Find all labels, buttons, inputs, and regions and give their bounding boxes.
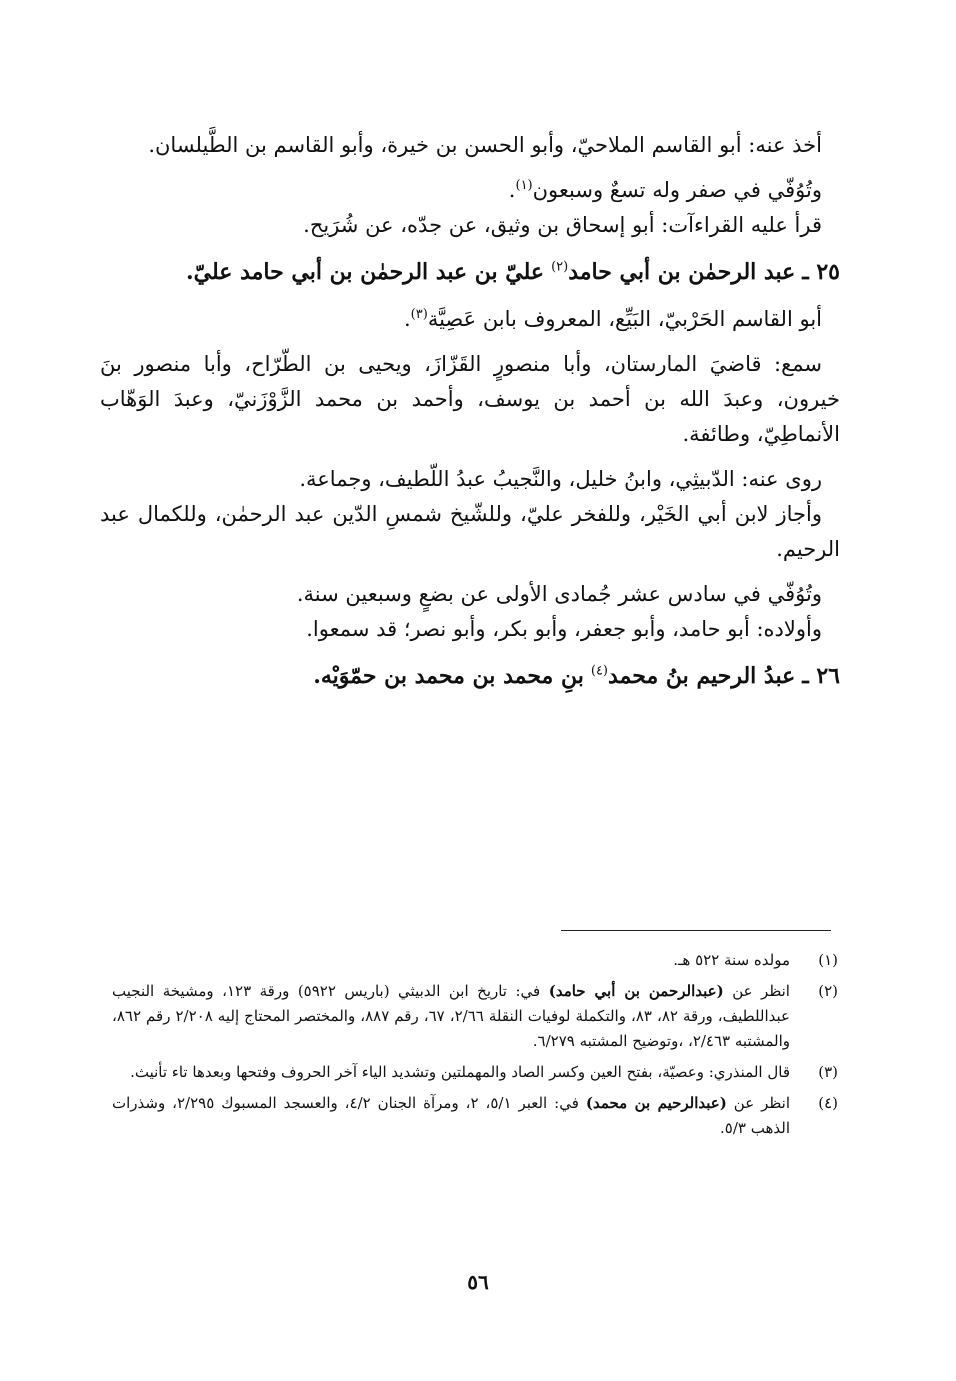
footnote-label: (٣) (818, 1063, 838, 1081)
paragraph-3: قرأ عليه القراءآت: أبو إسحاق بن وثيق، عن جدّه، عن شُرَيح. (303, 213, 822, 237)
footnote-1 (112, 948, 840, 973)
footnote-ref-3[interactable]: (٣) (410, 307, 428, 322)
page-number: ٥٦ (467, 1270, 489, 1294)
paragraph-1: أخذ عنه: أبو القاسم الملاحيّ، وأبو الحسن بن خيرة، وأبو القاسم بن الطَّيلسان. (148, 133, 822, 157)
footnote-ref-1[interactable]: (١) (515, 178, 533, 193)
footnote-2 (112, 979, 840, 1054)
entry-25-heading: ٢٥ ـ عبد الرحمٰن بن أبي حامد$^{(٢)}$ عليّ بن عبد الرحمٰن بن أبي حامد عليّ. (186, 259, 840, 285)
paragraph-7: وأجاز لابن أبي الخَيْر، وللفخر عليّ، وللشّيخ شمسِ الدّين عبد الرحمٰن، وللكمال عبد الرحيم. (100, 502, 840, 561)
footnote-text: انظر عن (عبدالرحمن بن أبي حامد) في: تاريخ ابن الدبيثي (باريس ٥٩٢٢) ورقة ١٢٣، ومشيخة النجيب عبداللطيف، ورقة ٨٢، ٨٣، والتكملة لوفيات النقلة ٢/٦٦، ٦٧، رقم ٨٨٧، والمختصر المحتاج إليه ٢/٢٠٨ رقم ٨٦٢، والمشتبه ٢/٤٦٣، ،وتوضيح المشتبه ٦/٢٧٩. (112, 982, 791, 1050)
footnote-ref-4[interactable]: (٤) (590, 663, 608, 679)
paragraph-5: سمع: قاضيَ المارستان، وأبا منصورٍ القَزّازَ، ويحيى بن الطّرّاح، وأبا منصور بنَ خيرون، وعبدَ الله بن أحمد بن يوسف، وأحمد بن محمد الزَّوْزَنيّ، وعبدَ الوَهّاب الأنماطِيّ، وطائفة. (100, 352, 840, 446)
footnotes (112, 948, 840, 1147)
paragraph-4: أبو القاسم الحَرْبيّ، البَيِّع، المعروف بابن عَصِيَّة$^{(٣)}$. (403, 307, 822, 331)
main-text (100, 128, 840, 706)
paragraph-8: وتُوُفّي في سادس عشر جُمادى الأولى عن بضعٍ وسبعين سنة. (296, 582, 822, 606)
footnote-text: مولده سنة ٥٢٢ هـ. (673, 951, 790, 969)
paragraph-9: وأولاده: أبو حامد، وأبو جعفر، وأبو بكر، وأبو نصر؛ قد سمعوا. (306, 617, 822, 641)
footnote-4 (112, 1091, 840, 1141)
footnote-text: قال المنذري: وعصيّة، بفتح العين وكسر الصاد والمهملتين وتشديد الياء آخر الحروف وفتحها وبعدها تاء تأنيث. (130, 1063, 790, 1081)
paragraph-6: روى عنه: الدّبيثِي، وابنُ خليل، والنَّجيبُ عبدُ اللّطيف، وجماعة. (299, 467, 822, 491)
footnote-label: (٢) (818, 982, 838, 1000)
footnote-ref-2[interactable]: (٢) (551, 259, 569, 275)
footnote-3 (112, 1060, 840, 1085)
footnote-label: (١) (818, 951, 838, 969)
entry-26-heading: ٢٦ ـ عبدُ الرحيم بنُ محمد$^{(٤)}$ بنِ محمد بن محمد بن حمّوَيْه. (313, 663, 840, 689)
footnote-text: انظر عن (عبدالرحيم بن محمد) في: العبر ٥/١، ٢، ومرآة الجنان ٤/٢، والعسجد المسبوك ٢/٢٩٥، وشذرات الذهب ٥/٣. (112, 1094, 791, 1137)
paragraph-2: وتُوُفّي في صفر وله تسعٌ وسبعون$^{(١)}$. (508, 178, 822, 202)
footnote-divider (561, 930, 831, 931)
footnote-label: (٤) (818, 1094, 838, 1112)
